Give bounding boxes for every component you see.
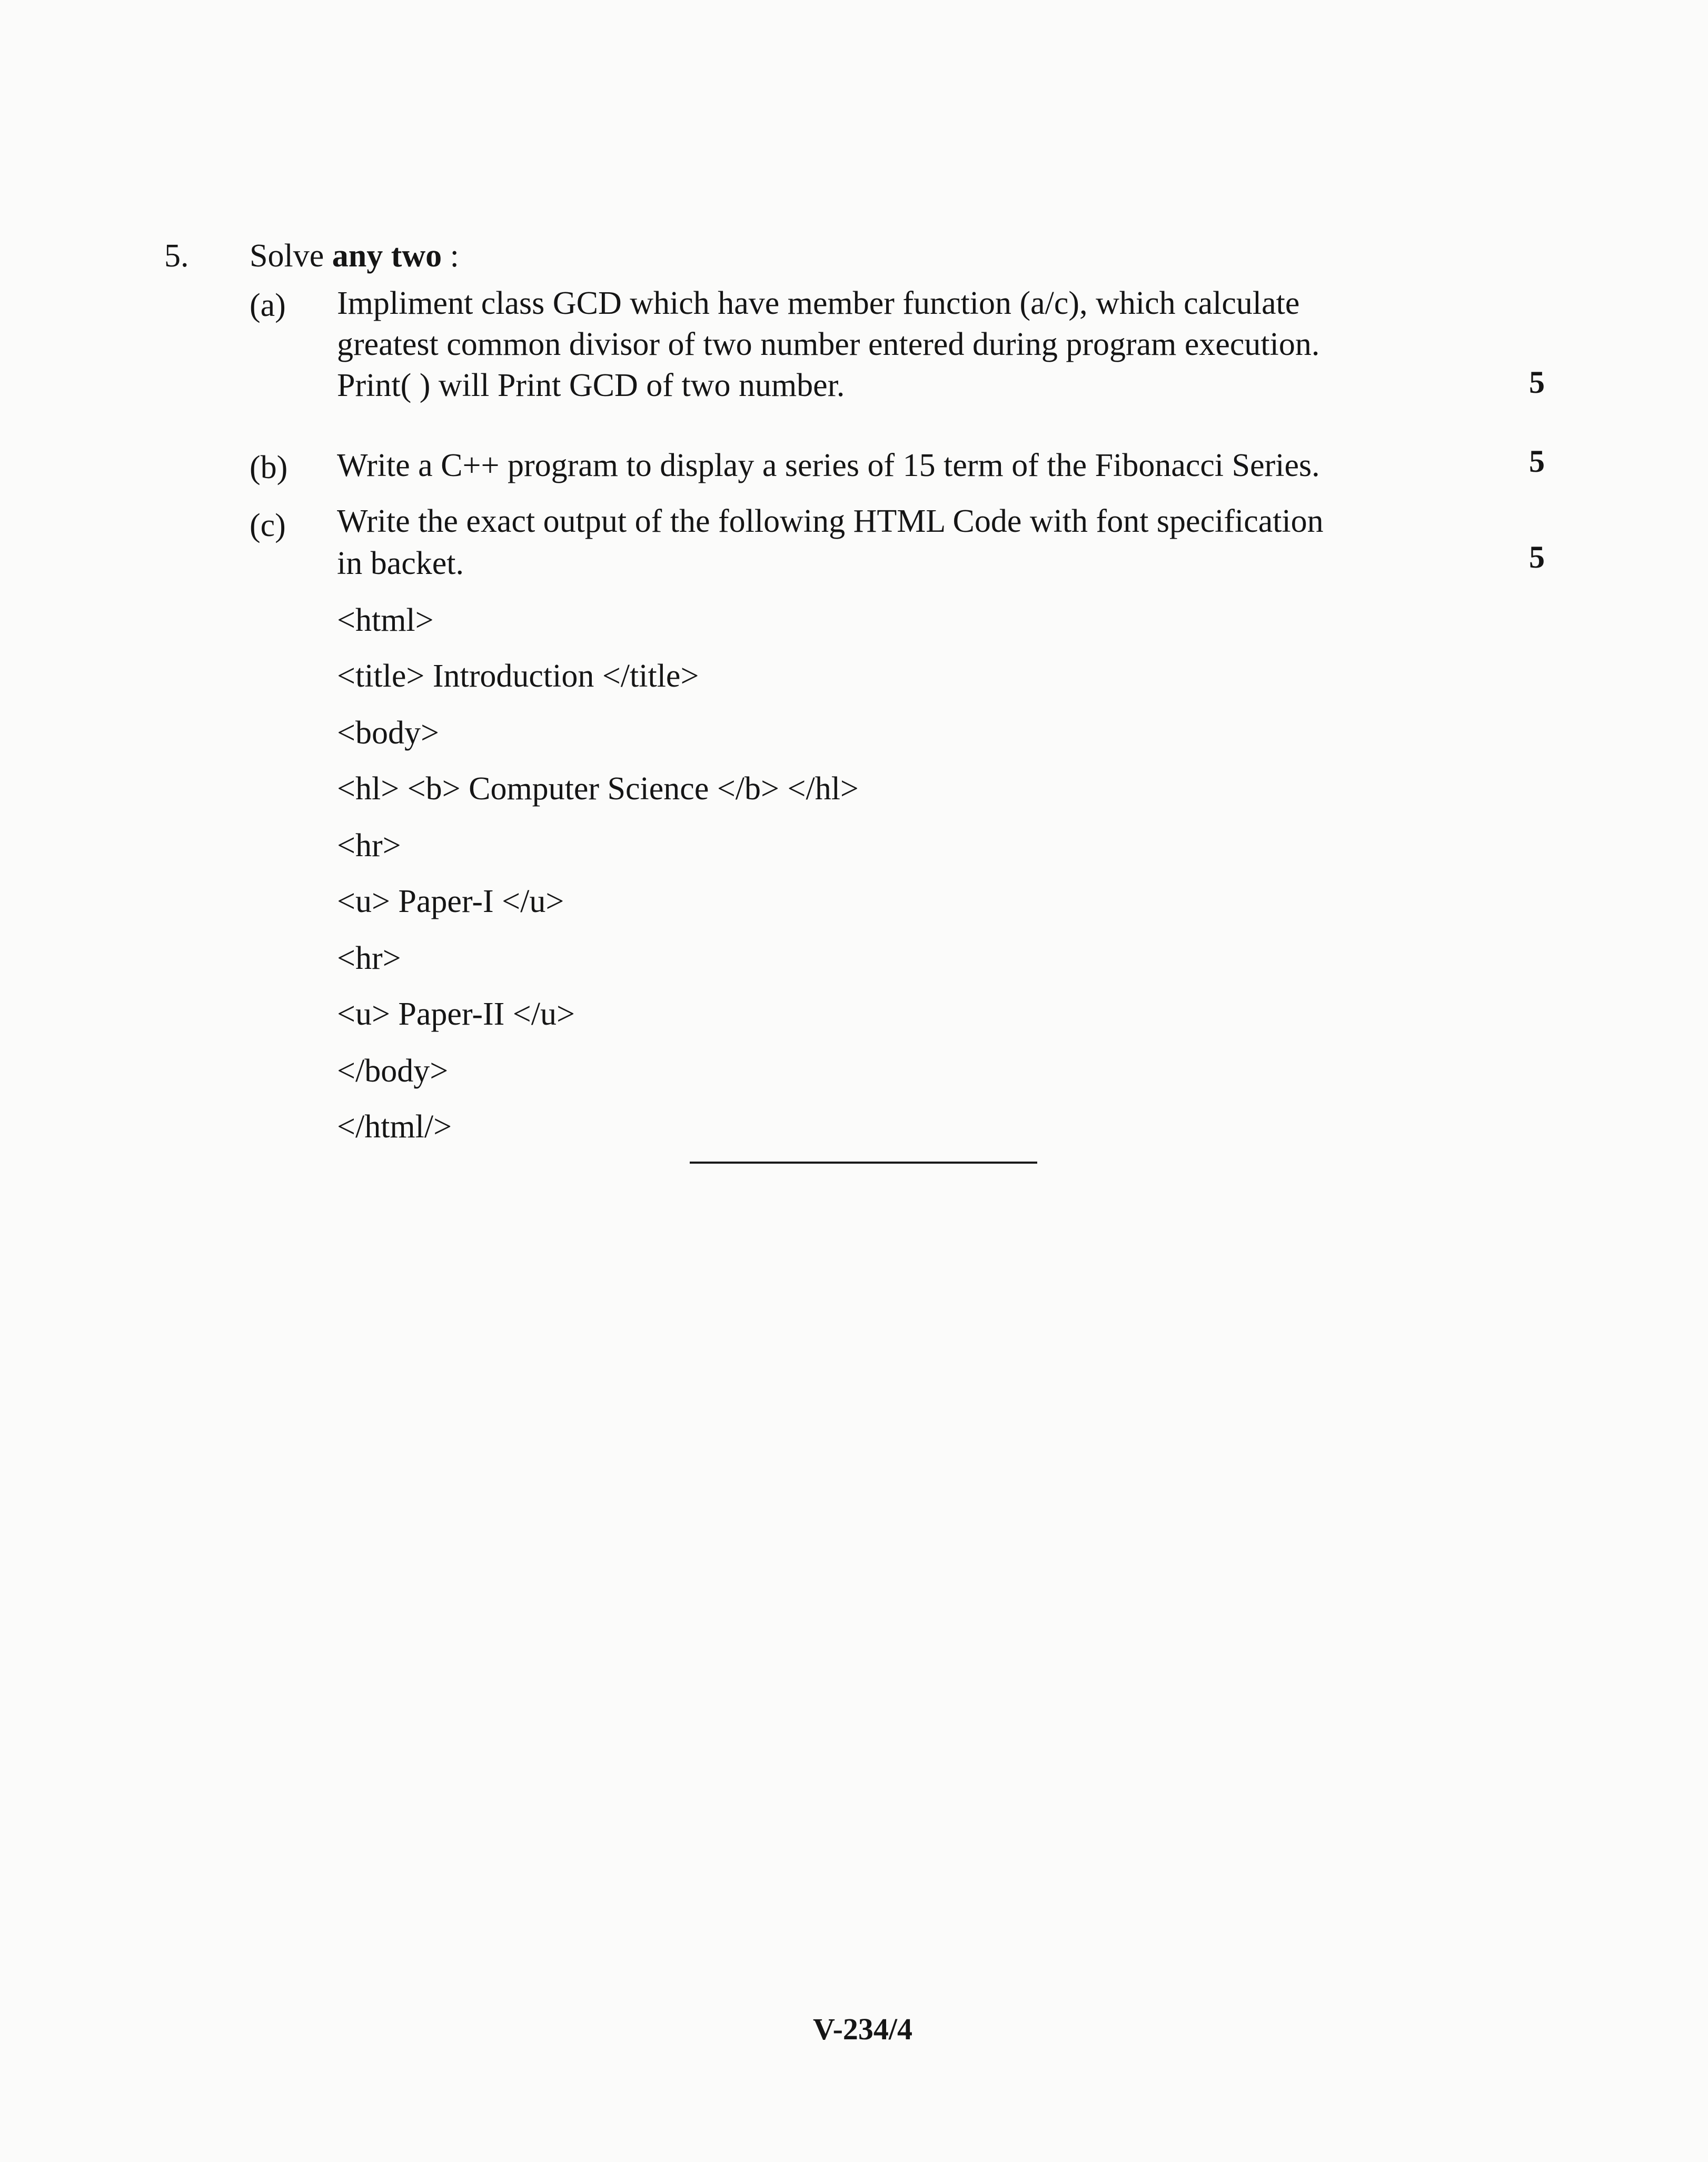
question-instruction (250, 235, 459, 277)
part-c-line-1: Write the exact output of the following HTML Code with font specification (337, 503, 1324, 539)
part-c-marks: 5 (1529, 540, 1545, 574)
part-a-label: (a) (250, 287, 286, 323)
code-line-7: <hr> (337, 940, 401, 976)
question-number: 5. (164, 238, 189, 274)
end-separator-rule (690, 1162, 1037, 1164)
code-line-4: <hl> <b> Computer Science </b> </hl> (337, 771, 859, 807)
part-a-line-1: Impliment class GCD which have member function (a/c), which calculate (337, 285, 1300, 321)
part-b-label: (b) (250, 450, 288, 485)
part-b-marks: 5 (1529, 444, 1545, 479)
part-a-line-2: greatest common divisor of two number entered during program execution. (337, 326, 1320, 362)
code-line-1: <html> (337, 602, 434, 638)
instruction-bold: any two (332, 238, 442, 274)
instruction-prefix: Solve (250, 238, 324, 274)
code-line-8: <u> Paper-II </u> (337, 996, 575, 1032)
part-c-line-2: in backet. (337, 546, 464, 581)
code-line-5: <hr> (337, 828, 401, 864)
part-c-label: (c) (250, 508, 286, 543)
part-b-line-1: Write a C++ program to display a series of 15 term of the Fibonacci Series. (337, 448, 1320, 483)
part-a-marks: 5 (1529, 365, 1545, 400)
code-line-6: <u> Paper-I </u> (337, 884, 564, 919)
instruction-suffix: : (450, 238, 459, 274)
code-line-9: </body> (337, 1053, 449, 1089)
paper-code-footer: V-234/4 (813, 2012, 913, 2046)
code-line-2: <title> Introduction </title> (337, 658, 699, 694)
part-a-line-3: Print( ) will Print GCD of two number. (337, 368, 845, 403)
code-line-3: <body> (337, 715, 439, 751)
code-line-10: </html/> (337, 1109, 452, 1145)
